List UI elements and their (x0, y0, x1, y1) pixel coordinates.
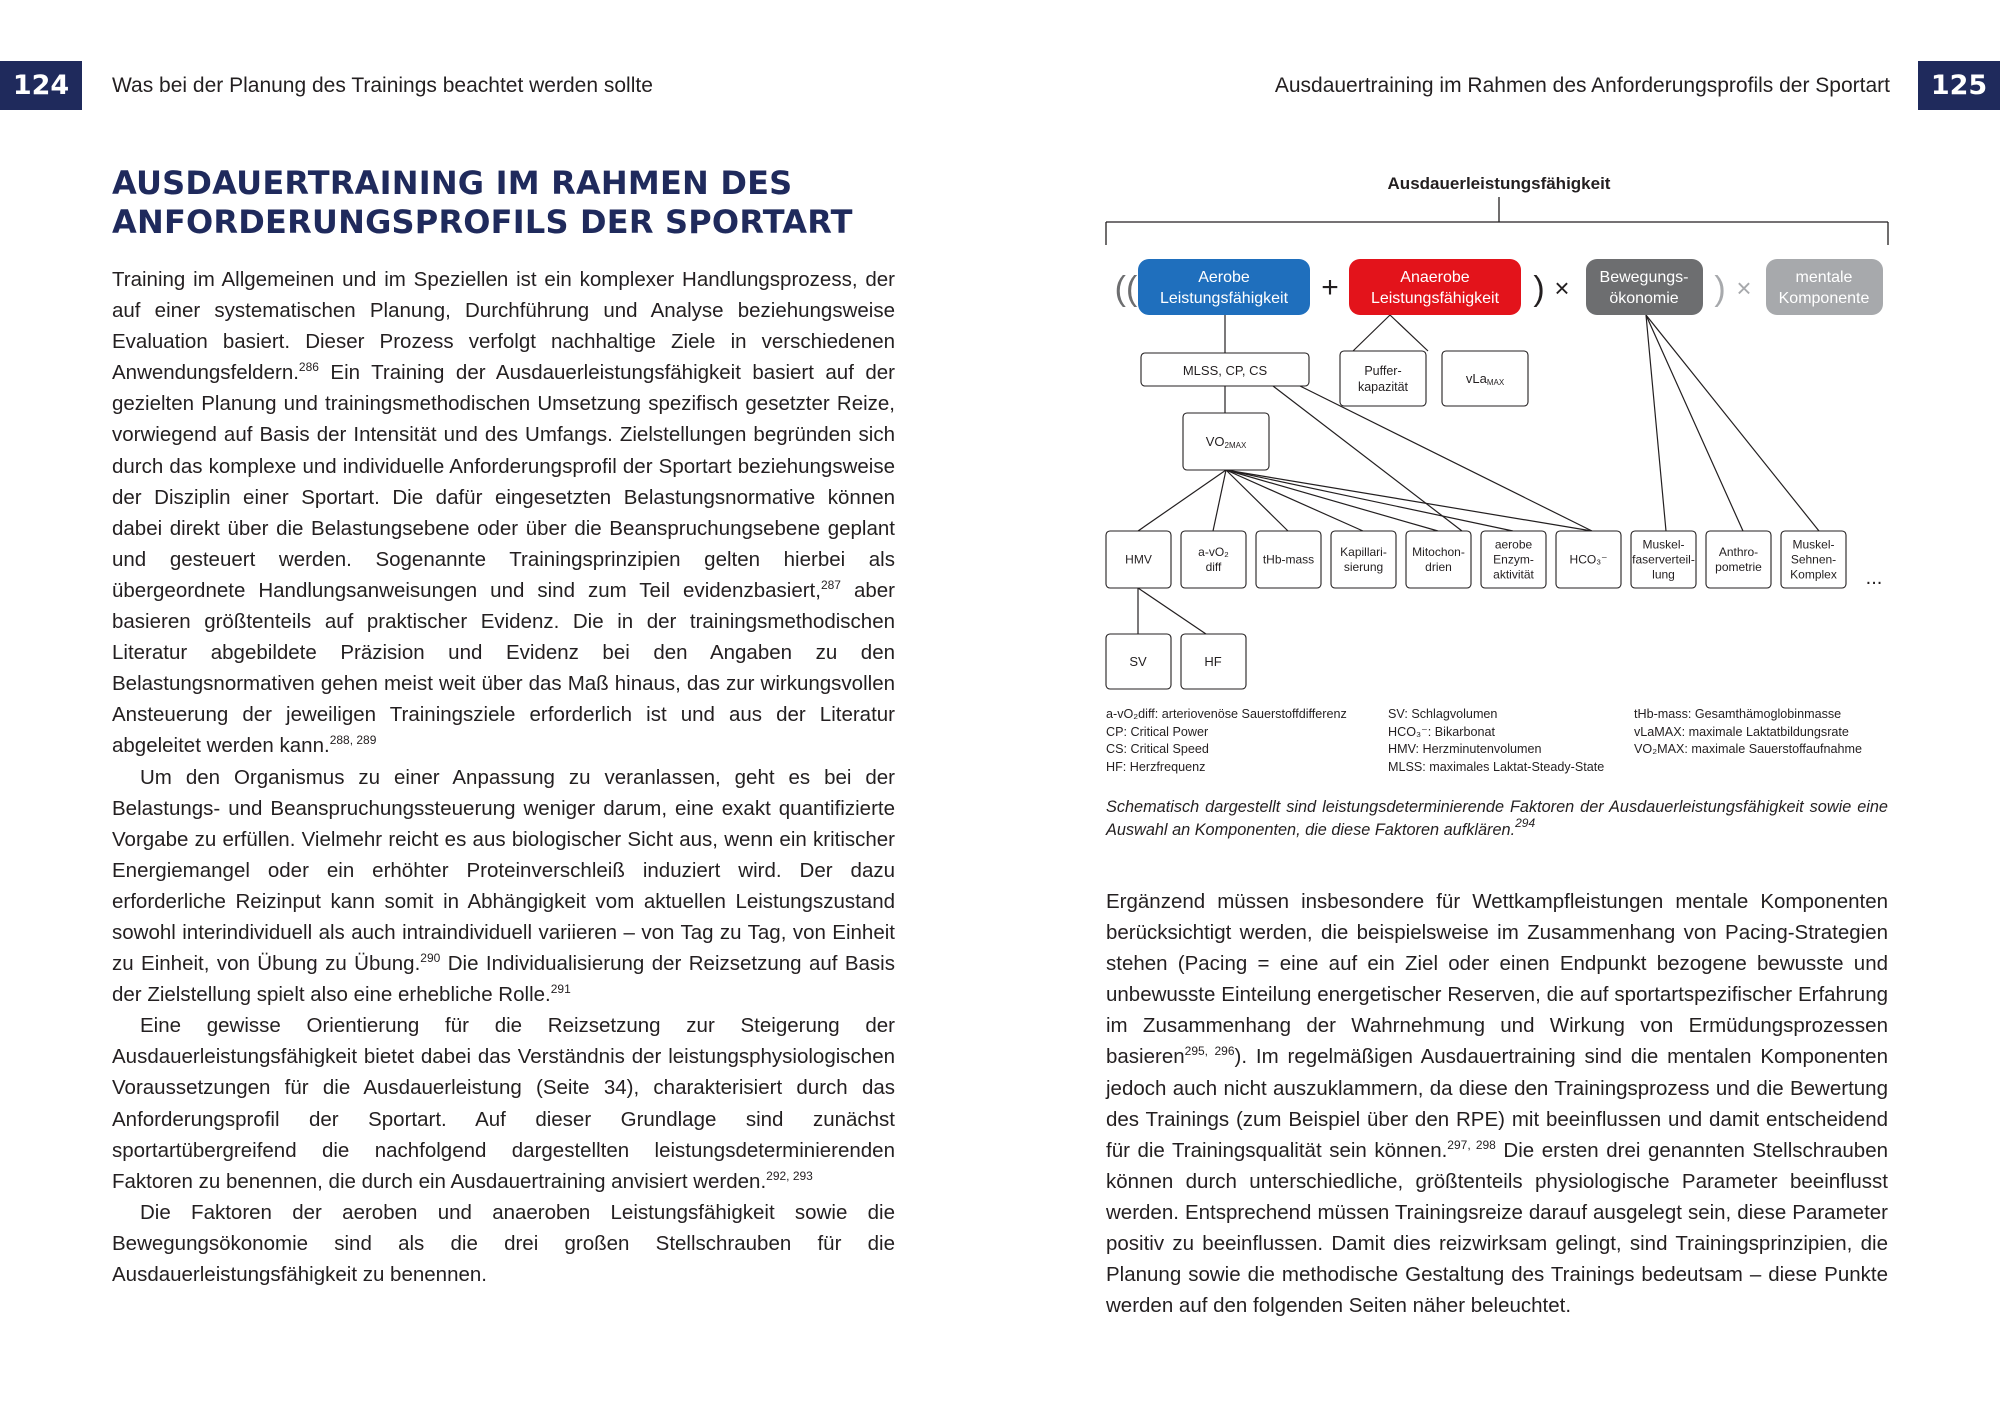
component-anaerobic-line1: Anaerobe (1400, 269, 1470, 286)
close-paren-gray: ) (1714, 270, 1726, 308)
factor-label: HMV (1125, 552, 1152, 567)
paragraph-right: Ergänzend müssen insbesondere für Wettkampfleistungen mentale Komponenten berücksichtigt werden, die beispielsweise im Zusammenhang von Pacing-Strategien stehen (Pacing = eine auf ein Ziel oder einen Endpunkt bezogene bewusste und unbewusste Einteilung energetischer Reserven, die auf sportartspezifischer Erfahrung im Zusammenhang der Wahrnehmung und Wirkung von Ermüdungsprozessen basieren$^{295, 296}$). Im regelmäßigen Ausdauertraining sind die mentalen Komponenten jedoch auch nicht auszuklammern, da diese den Trainingsprozess und die Bewertung des Trainings (zum Beispiel über den RPE) mit beeinflussen und damit entscheidend für die Trainingsqualität sein können.$^{297, 298}$ Die ersten drei genannten Stellschrauben können durch unterschiedliche, größtenteils physiologische Parameter beeinflusst werden. Entsprechend müssen Trainingsreize darauf ausgelegt sein, diese Parameter positiv zu beeinflussen. Damit dies reizwirksam gelingt, sind Trainingsprinzipien, die Planung sowie die methodische Gestaltung des Trainings bedeutsam – diese Punkte werden auf den folgenden Seiten näher beleuchtet. (1106, 890, 1888, 1318)
footnote-ref: 287 (820, 577, 841, 592)
factor-box (1256, 531, 1321, 588)
legend-item: tHb-mass: Gesamthämoglobinmasse (1634, 707, 1842, 721)
component-anaerobic-line2: Leistungsfähigkeit (1370, 290, 1500, 307)
factor-label: pometrie (1715, 560, 1762, 574)
legend-item: MLSS: maximales Laktat-Steady-State (1388, 759, 1605, 774)
section-heading (112, 164, 912, 242)
vla-label: vLaMAX (1465, 371, 1505, 387)
performance-factors-diagram (1100, 165, 1900, 705)
factor-boxes (1106, 531, 1846, 588)
legend-item: HMV: Herzminutenvolumen (1388, 742, 1542, 757)
ellipsis: ... (1865, 567, 1883, 589)
paragraph-3: Eine gewisse Orientierung für die Reizsetzung zur Steigerung der Ausdauerleistungsfähigkeit bietet dabei das Verständnis der leistungsphysiologischen Voraussetzungen für die Ausdauerleistung (Seite 34), charakterisiert durch das Anforderungsprofil der Sportart. Auf dieser Grundlage sind zunächst sportartübergreifend die nachfolgend dargestellten leistungsdeterminierenden Faktoren zu benennen, die durch ein Ausdauertraining anvisiert werden.$^{292, 293}$ (112, 1014, 895, 1193)
factor-label: aktivität (1493, 567, 1534, 582)
footnote-ref: 294 (1515, 815, 1536, 830)
legend-item: HF: Herzfrequenz (1106, 759, 1206, 774)
factor-label: aerobe (1494, 537, 1533, 552)
factor-box (1781, 531, 1846, 588)
factor-label: HCO₃⁻ (1569, 552, 1608, 567)
factor-label: Sehnen- (1790, 552, 1837, 567)
heading-line-1: AUSDAUERTRAINING IM RAHMEN DES (112, 164, 793, 202)
footnote-ref: 295, 296 (1184, 1044, 1235, 1059)
footnote-ref: 291 (550, 982, 571, 997)
factor-label: Muskel- (1642, 537, 1685, 552)
component-economy-line1: Bewegungs- (1599, 269, 1689, 286)
factor-box (1706, 531, 1771, 588)
hf-label: HF (1204, 654, 1222, 669)
factor-box (1181, 531, 1246, 588)
factor-box (1331, 531, 1396, 588)
left-body-text (112, 264, 895, 1290)
times-operator-gray: × (1736, 273, 1752, 303)
page-number-right: 125 (1918, 61, 2000, 110)
open-parens: (( (1114, 270, 1138, 308)
puffer-line1: Puffer- (1364, 364, 1402, 378)
factor-label: lung (1652, 567, 1675, 582)
factor-label: drien (1425, 560, 1452, 574)
running-head-left: Was bei der Planung des Trainings beachtet werden sollte (112, 74, 653, 97)
factor-box (1106, 531, 1171, 588)
mlss-label: MLSS, CP, CS (1182, 363, 1268, 378)
paragraph-1: Training im Allgemeinen und im Speziellen ist ein komplexer Handlungsprozess, der auf einer systematischen Planung, Durchführung und Analyse beziehungsweise Evaluation basiert. Dieser Prozess verfolgt nachhaltige Ziele in verschiedenen Anwendungsfeldern.$^{286}$ Ein Training der Ausdauerleistungsfähigkeit basiert auf der gezielten Planung und trainingsmethodischen Umsetzung spezifisch gesetzter Reize, vorwiegend auf Basis der Intensität und des Umfangs. Zielstellungen begründen sich durch das komplexe und individuelle Anforderungsprofil der Sportart beziehungsweise der Disziplin einer Sportart. Die dafür eingesetzten Belastungsnormative können dabei direkt über die Belastungsebene oder über die Beanspruchungsebene geplant und gesteuert werden. Sogenannte Trainingsprinzipien gelten hierbei als übergeordnete Handlungsanweisungen und sind zum Teil evidenzbasiert,$^{287}$ aber basieren größtenteils auf praktischer Evidenz. Die in der trainingsmethodischen Literatur abgebildete Präzision und Evidenz bei den Angaben zu den Belastungsnormativen gehen meist weit über das Maß hinaus, das zur wirkungsvollen Ansteuerung der jeweiligen Trainingsziele erforderlich ist und aus der Literatur abgeleitet werden kann.$^{288, 289}$ (112, 268, 895, 758)
legend-item: VO₂MAX: maximale Sauerstoffaufnahme (1634, 742, 1862, 757)
legend-column-2 (1388, 706, 1604, 776)
legend-item: SV: Schlagvolumen (1388, 707, 1498, 721)
component-mental-line2: Komponente (1778, 290, 1870, 307)
legend-column-1 (1106, 706, 1347, 776)
component-mental-line1: mentale (1795, 269, 1853, 286)
factor-label: a-vO₂ (1198, 545, 1229, 559)
paragraph-2: Um den Organismus zu einer Anpassung zu veranlassen, geht es bei der Belastungs- und Beanspruchungssteuerung weniger darum, eine exakt quantifizierte Vorgabe zu erfüllen. Vielmehr reicht es aus biologischer Sicht aus, wenn ein kritischer Energiemangel oder ein erhöhter Proteinverschleiß induziert wird. Der dazu erforderliche Reizinput kann somit in Abhängigkeit vom aktuellen Leistungszustand sowohl interindividuell als auch intraindividuell variieren – von Tag zu Tag, von Einheit zu Einheit, von Übung zu Übung.$^{290}$ Die Individualisierung der Reizsetzung auf Basis der Zielstellung spielt also eine erhebliche Rolle.$^{291}$ (112, 765, 895, 1007)
close-paren: ) (1533, 270, 1545, 308)
legend-item: CS: Critical Speed (1106, 742, 1209, 757)
vo2max-label: VO2MAX (1205, 434, 1247, 450)
plus-operator: + (1321, 271, 1339, 304)
component-aerobic (1138, 259, 1310, 315)
factor-label: Muskel- (1792, 537, 1835, 552)
paragraph-4: Die Faktoren der aeroben und anaeroben Leistungsfähigkeit sowie die Bewegungsökonomie sind als die drei großen Stellschrauben für die Ausdauerleistungsfähigkeit zu benennen. (112, 1200, 895, 1286)
footnote-ref: 288, 289 (329, 733, 377, 748)
factor-label: diff (1205, 560, 1222, 574)
legend-item: CP: Critical Power (1106, 724, 1209, 739)
sv-label: SV (1129, 654, 1147, 669)
factor-box (1556, 531, 1621, 588)
puffer-line2: kapazität (1357, 380, 1409, 394)
page-number-left: 124 (0, 61, 82, 110)
component-economy (1586, 259, 1703, 315)
factor-label: tHb-mass (1262, 552, 1315, 567)
factor-label: Mitochon- (1412, 545, 1465, 559)
legend-item: HCO₃⁻: Bikarbonat (1388, 724, 1495, 739)
box-puffer (1340, 351, 1426, 406)
footnote-ref: 290 (420, 951, 441, 966)
factor-label: Enzym- (1493, 552, 1534, 567)
times-operator: × (1554, 273, 1570, 303)
factor-label: Kapillari- (1340, 545, 1387, 559)
factor-box (1481, 531, 1546, 588)
footnote-ref: 292, 293 (766, 1168, 813, 1183)
figure-caption: Schematisch dargestellt sind leistungsdeterminierende Faktoren der Ausdauerleistungsfähigkeit sowie eine Auswahl an Komponenten, die diese Faktoren aufklären.$^{294}$ (1106, 798, 1888, 839)
component-anaerobic (1349, 259, 1521, 315)
factor-box (1406, 531, 1471, 588)
legend-column-3 (1634, 706, 1862, 759)
legend-item: vLaMAX: maximale Laktatbildungsrate (1634, 724, 1849, 739)
factor-label: faserverteil- (1632, 552, 1695, 567)
footnote-ref: 286 (298, 360, 319, 375)
factor-label: sierung (1343, 560, 1384, 574)
heading-line-2: ANFORDERUNGSPROFILS DER SPORTART (112, 203, 853, 241)
footnote-ref: 297, 298 (1447, 1137, 1496, 1152)
factor-box (1631, 531, 1696, 588)
right-body-text (1106, 886, 1888, 1321)
legend-item: a-vO₂diff: arteriovenöse Sauerstoffdifferenz (1106, 707, 1347, 721)
factor-label: Anthro- (1718, 545, 1759, 559)
running-head-right: Ausdauertraining im Rahmen des Anforderungsprofils der Sportart (1274, 74, 1890, 97)
component-aerobic-line2: Leistungsfähigkeit (1159, 290, 1289, 307)
diagram-title: Ausdauerleistungsfähigkeit (1387, 174, 1611, 193)
component-aerobic-line1: Aerobe (1198, 269, 1250, 286)
factor-label: Komplex (1790, 567, 1837, 582)
component-mental (1766, 259, 1883, 315)
component-economy-line2: ökonomie (1609, 290, 1679, 307)
